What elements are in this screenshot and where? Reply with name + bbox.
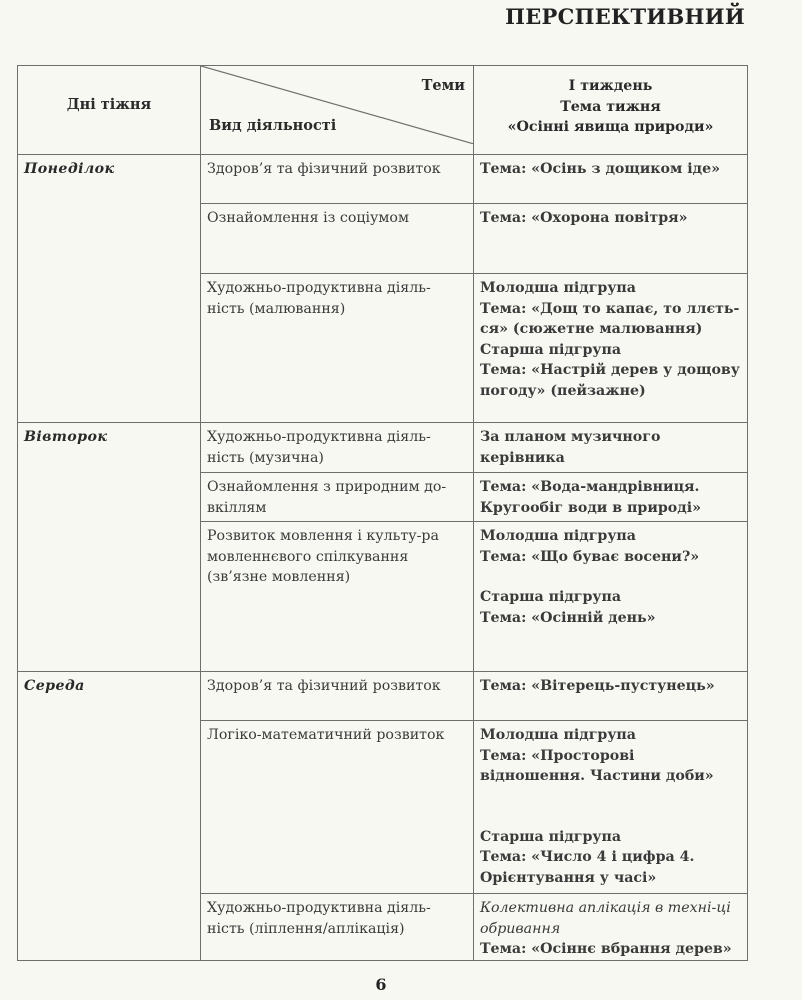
content-cell [474, 894, 748, 961]
diagonal-header-cell [201, 66, 474, 155]
content-cell: За планом музичного керівника [474, 423, 748, 473]
day-wednesday: Середа [18, 672, 201, 961]
older-subgroup-label: Старша підгрупа [480, 589, 622, 605]
topics-header-label: Теми [421, 77, 465, 94]
theme-line: Тема: «Осіннє вбрання дерев» [480, 941, 732, 957]
content-cell [474, 522, 748, 672]
content-cell: Тема: «Охорона повітря» [474, 204, 748, 274]
activity-cell: Художньо-продуктивна діяль-ність (малювання) [201, 274, 474, 423]
activity-cell: Здоров’я та фізичний розвиток [201, 672, 474, 721]
page-number: 6 [375, 975, 387, 994]
younger-subgroup-theme: Тема: «Дощ то капає, то ллєть-ся» (сюжетне малювання) [480, 300, 740, 337]
days-header-label: Дні тіжня [66, 95, 152, 113]
week-theme: «Осінні явища природи» [507, 119, 714, 135]
technique-note: Колективна аплікація в техні-ці обривання [480, 900, 731, 937]
content-cell: Тема: «Вода-мандрівниця. Кругообіг води в природі» [474, 473, 748, 522]
activity-cell: Здоров’я та фізичний розвиток [201, 155, 474, 204]
younger-subgroup-theme: Тема: «Що буває восени?» [480, 548, 700, 565]
table-row [18, 155, 748, 204]
activity-cell: Ознайомлення із соціумом [201, 204, 474, 274]
day-tuesday: Вівторок [18, 423, 201, 672]
activity-header-label: Вид діяльності [209, 116, 337, 134]
content-cell [474, 721, 748, 894]
younger-subgroup-label: Молодша підгрупа [480, 528, 636, 544]
table-row [18, 672, 748, 721]
weekly-plan-table [17, 65, 748, 961]
content-cell: Тема: «Осінь з дощиком іде» [474, 155, 748, 204]
page-header: ПЕРСПЕКТИВНИЙ [505, 4, 745, 29]
table-row [18, 423, 748, 473]
activity-cell: Художньо-продуктивна діяль-ність (музична) [201, 423, 474, 473]
activity-cell: Логіко-математичний розвиток [201, 721, 474, 894]
activity-cell: Розвиток мовлення і культу-ра мовленнєвого спілкування (зв’язне мовлення) [201, 522, 474, 672]
week-number: І тиждень [568, 78, 653, 94]
older-subgroup-theme: Тема: «Осінній день» [480, 609, 656, 626]
day-monday: Понеділок [18, 155, 201, 423]
older-subgroup-label: Старша підгрупа [480, 341, 622, 358]
content-cell [474, 274, 748, 423]
older-subgroup-theme: Тема: «Число 4 і цифра 4. Орієнтування у часі» [480, 849, 695, 886]
younger-subgroup-theme: Тема: «Просторові відношення. Частини доби» [480, 747, 714, 784]
week-theme-label: Тема тижня [560, 98, 661, 115]
younger-subgroup-label: Молодша підгрупа [480, 727, 636, 743]
activity-cell: Ознайомлення з природним до-вкіллям [201, 473, 474, 522]
days-header-cell [18, 66, 201, 155]
week-header-cell [474, 66, 748, 155]
older-subgroup-theme: Тема: «Настрій дерев у дощову погоду» (пейзажне) [480, 362, 740, 399]
content-cell: Тема: «Вітерець-пустунець» [474, 672, 748, 721]
table-header-row [18, 66, 748, 155]
older-subgroup-label: Старша підгрупа [480, 828, 622, 845]
activity-cell: Художньо-продуктивна діяль-ність (ліплення/аплікація) [201, 894, 474, 961]
younger-subgroup-label: Молодша підгрупа [480, 280, 636, 296]
